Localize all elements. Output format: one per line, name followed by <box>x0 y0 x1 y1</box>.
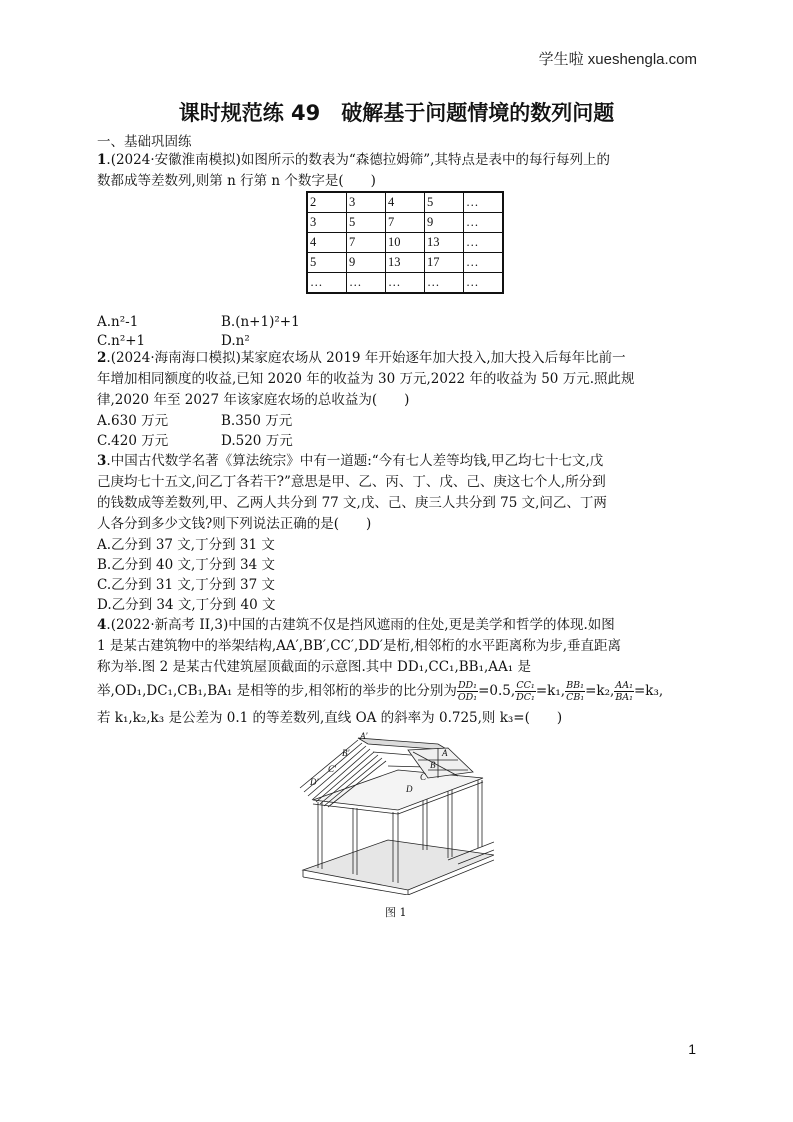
table-cell: 2 <box>307 192 347 213</box>
table-cell: 7 <box>386 213 425 233</box>
table-cell: … <box>464 253 504 273</box>
page-number: 1 <box>688 1041 696 1057</box>
q1-option-c: C.n²+1 <box>97 333 146 349</box>
q4-line5: 若 k₁,k₂,k₃ 是公差为 0.1 的等差数列,直线 OA 的斜率为 0.725,则 k₃=( ) <box>97 710 563 726</box>
q3-line2: 己庚均七十五文,问乙丁各若干?”意思是甲、乙、丙、丁、戊、己、庚这七个人,所分到 <box>97 474 606 490</box>
fraction-bb1-cb1: $\frac{\text{BB₁}}{\text{CB₁}}$ <box>566 680 585 703</box>
table-cell: 9 <box>425 213 464 233</box>
table-cell: 5 <box>347 213 386 233</box>
q4-line1: .(2022·新高考 II,3)中国的古建筑不仅是挡风遮雨的住处,更是美学和哲学的体现.如图 <box>106 617 615 633</box>
table-cell: 3 <box>307 213 347 233</box>
q3-option-c: C.乙分到 31 文,丁分到 37 文 <box>97 577 275 593</box>
table-cell: 9 <box>347 253 386 273</box>
q3-number: 3 <box>97 453 107 469</box>
table-cell: 4 <box>307 233 347 253</box>
fig-label-a: A <box>442 748 448 758</box>
q3-line3: 的钱数成等差数列,甲、乙两人共分到 77 文,戊、己、庚三人共分到 75 文,问乙、丁两 <box>97 495 607 511</box>
q2-option-c: C.420 万元 <box>97 433 169 449</box>
table-cell: … <box>464 213 504 233</box>
q4-line2: 1 是某古建筑物中的举架结构,AA′,BB′,CC′,DD′是桁,相邻桁的水平距离称为步,垂直距离 <box>97 638 622 654</box>
q4-line4a: 举,OD₁,DC₁,CB₁,BA₁ 是相等的步,相邻桁的举步的比分别为 <box>97 683 457 699</box>
q2-line1: .(2024·海南海口模拟)某家庭农场从 2019 年开始逐年加大投入,加大投入后每年比前一 <box>106 350 626 366</box>
q2-number: 2 <box>97 350 107 366</box>
page-title: 课时规范练 49 破解基于问题情境的数列问题 <box>178 101 615 125</box>
table-row <box>307 192 503 213</box>
q2-option-b: B.350 万元 <box>221 413 293 429</box>
fig-label-b: B <box>430 760 436 770</box>
watermark: 学生啦 xueshengla.com <box>538 51 697 68</box>
section-heading: 一、基础巩固练 <box>97 134 192 150</box>
q4-line3: 称为举.图 2 是某古代建筑屋顶截面的示意图.其中 DD₁,CC₁,BB₁,AA₁ 是 <box>97 659 532 675</box>
figure-caption: 图 1 <box>385 906 407 919</box>
table-cell: … <box>464 192 504 213</box>
table-cell: … <box>464 233 504 253</box>
fraction-aa1-ba1: $\frac{\text{AA₁}}{\text{BA₁}}$ <box>615 680 633 703</box>
q3-option-d: D.乙分到 34 文,丁分到 40 文 <box>97 597 276 613</box>
table-cell: 3 <box>347 192 386 213</box>
q2-line3: 律,2020 年至 2027 年该家庭农场的总收益为( ) <box>97 392 410 408</box>
q2-option-d: D.520 万元 <box>221 433 293 449</box>
q3-text <box>97 451 697 535</box>
q1-text <box>97 150 697 192</box>
fig-label-d: D <box>406 784 413 794</box>
q2-line2: 年增加相同额度的收益,已知 2020 年的收益为 30 万元,2022 年的收益为 50 万元.照此规 <box>97 371 635 387</box>
q3-line1: .中国古代数学名著《算法统宗》中有一道题:“今有七人差等均钱,甲乙均七十七文,戊 <box>106 453 604 469</box>
q4-number: 4 <box>97 617 107 633</box>
fraction-cc1-dc1: $\frac{\text{CC₁}}{\text{DC₁}}$ <box>516 680 535 703</box>
q1-option-a: A.n²-1 <box>97 314 139 330</box>
table-cell: 4 <box>386 192 425 213</box>
q3-line4: 人各分到多少文钱?则下列说法正确的是( ) <box>97 516 372 532</box>
q2-text <box>97 348 697 411</box>
fig-label-c: C <box>420 772 427 782</box>
table-row <box>307 273 503 294</box>
fig-label-b-prime: B′ <box>342 748 350 758</box>
q1-line1: .(2024·安徽淮南模拟)如图所示的数表为“森德拉姆筛”,其特点是表中的每行每列上的 <box>106 152 610 168</box>
q3-option-a: A.乙分到 37 文,丁分到 31 文 <box>97 537 275 553</box>
table-cell: … <box>307 273 347 294</box>
q1-option-b: B.(n+1)²+1 <box>221 314 300 330</box>
q1-option-d: D.n² <box>221 333 250 349</box>
fig-label-c-prime: C′ <box>328 764 336 774</box>
table-row <box>307 253 503 273</box>
table-cell: 5 <box>425 192 464 213</box>
q4-ratio-4: =k₃, <box>633 683 664 699</box>
q4-ratio-line <box>97 680 697 703</box>
q4-text <box>97 615 697 678</box>
table-row <box>307 233 503 253</box>
table-cell: 13 <box>386 253 425 273</box>
q1-line2: 数都成等差数列,则第 n 行第 n 个数字是( ) <box>97 173 376 189</box>
table-cell: … <box>425 273 464 294</box>
table-cell: … <box>386 273 425 294</box>
sundaram-sieve-table <box>306 191 504 294</box>
table-cell: 17 <box>425 253 464 273</box>
q4-ratio-2: =k₁, <box>535 683 566 699</box>
table-cell: 7 <box>347 233 386 253</box>
table-cell: … <box>464 273 504 294</box>
q4-ratio-1: =0.5, <box>478 683 516 699</box>
table-row <box>307 213 503 233</box>
ancient-building-figure <box>298 730 494 895</box>
q1-number: 1 <box>97 152 107 168</box>
table-cell: 13 <box>425 233 464 253</box>
fig-label-d-prime: D′ <box>310 777 319 787</box>
table-cell: 10 <box>386 233 425 253</box>
table-cell: … <box>347 273 386 294</box>
q2-option-a: A.630 万元 <box>97 413 169 429</box>
q4-ratio-3: =k₂, <box>585 683 615 699</box>
table-cell: 5 <box>307 253 347 273</box>
fig-label-a-prime: A′ <box>360 731 368 741</box>
fraction-dd1-od1: $\frac{\text{DD₁}}{\text{OD₁}}$ <box>457 680 478 703</box>
q3-option-b: B.乙分到 40 文,丁分到 34 文 <box>97 557 276 573</box>
